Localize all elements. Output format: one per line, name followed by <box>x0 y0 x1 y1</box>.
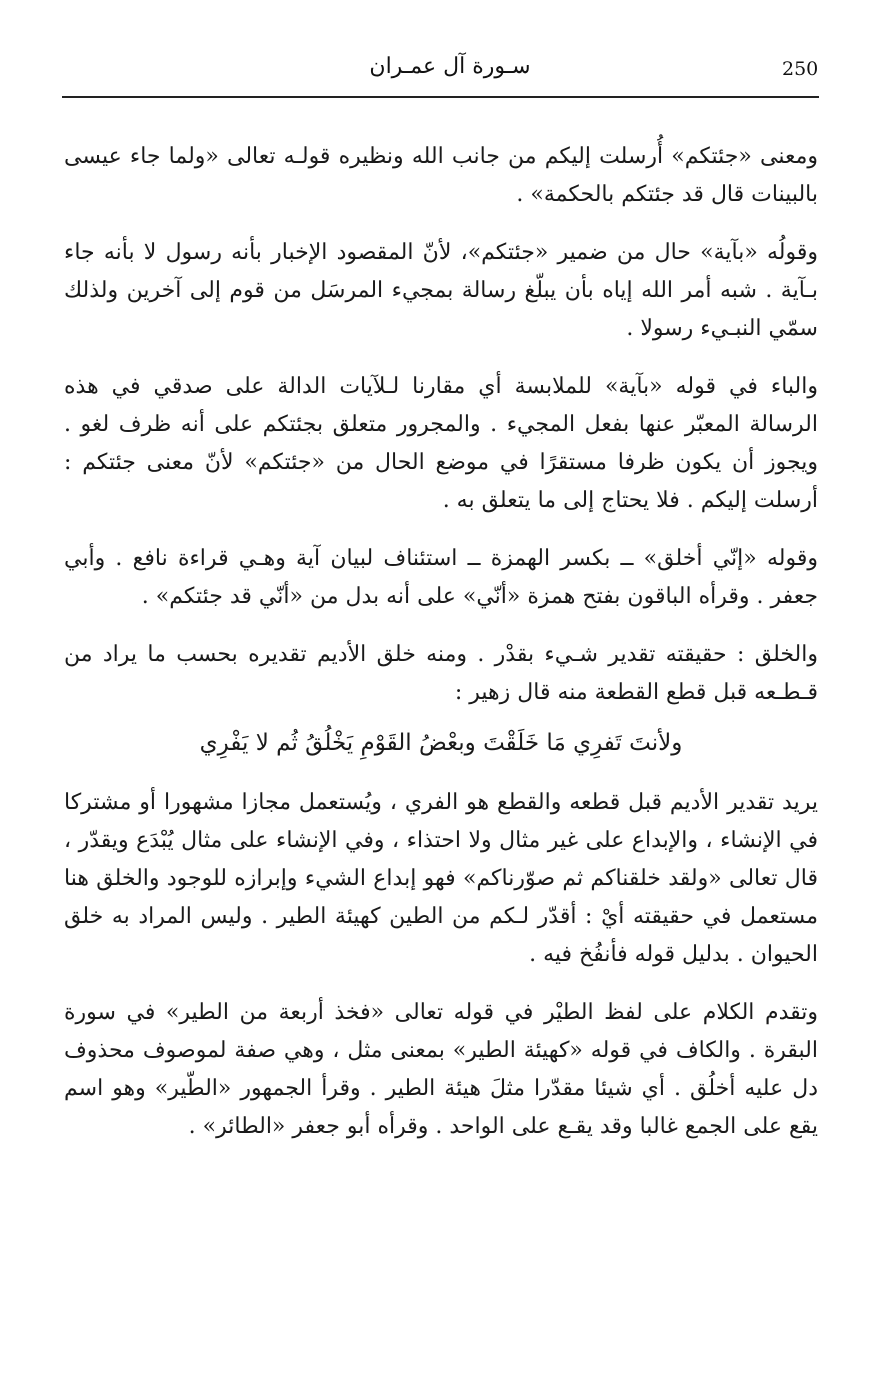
page-number: 250 <box>782 58 819 80</box>
paragraph-khalq-definition: والخلق : حقيقته تقدير شـيء بقدْر . ومنه خلق الأديم تقديره بحسب ما يراد من قـطـعه قبل قطع القطعة منه قال زهير : <box>64 642 818 705</box>
paragraph-tayr: وتقدم الكلام على لفظ الطيْر في قوله تعالى «فخذ أربعة من الطير» في سورة البقرة . والكاف في قوله «كهيئة الطير» بمعنى مثل ، وهي صفة لموصوف محذوف دل عليه أخلُق . أي شيئا مقدّرا مثلَ هيئة الطير . وقرأ الجمهور «الطّير» وهو اسم يقع على الجمع غالبا وقد يقـع على الواحد . وقرأه أبو جعفر «الطائر» . <box>64 1000 818 1139</box>
header-rule <box>62 96 819 98</box>
body-text <box>64 138 818 1166</box>
paragraph-bi-ayah: وقولُه «بآية» حال من ضمير «جئتكم»، لأنّ المقصود الإخبار بأنه رسول لا بأنه جاء بـآية . شبه أمر الله إياه بأن يبلّغ رسالة بمجيء المرسَل من قوم إلى آخرين ولذلك سمّي النبـيء رسولا . <box>64 240 818 341</box>
poetry-verse-zuhayr: ولأنتَ تَفرِي مَا خَلَقْتَ وبعْضُ القَوْمِ يَخْلُقُ ثُم لا يَفْرِي <box>199 730 683 756</box>
paragraph-taqdir-adim: يريد تقدير الأديم قبل قطعه والقطع هو الفري ، ويُستعمل مجازا مشهورا أو مشتركا في الإنشاء ، والإبداع على غير مثال ولا احتذاء ، وفي الإنشاء على مثال يُبْدَع ويقدّر ، قال تعالى «ولقد خلقناكم ثم صوّرناكم» فهو إبداع الشيء وإبرازه للوجود والخلق هنا مستعمل في حقيقته أيْ : أقدّر لـكم من الطين كهيئة الطير . وليس المراد به خلق الحيوان . بدليل قوله فأنفُخ فيه . <box>64 790 818 967</box>
paragraph-inni-akhluq: وقوله «إنّي أخلق» ــ بكسر الهمزة ــ استئناف لبيان آية وهـي قراءة نافع . وأبي جعفر . وقرأه الباقون بفتح همزة «أنّي» على أنه بدل من «أنّي قد جئتكم» . <box>64 546 818 609</box>
running-title: سـورة آل عمـران <box>369 54 531 79</box>
paragraph-ba-mulabasa: والباء في قوله «بآية» للملابسة أي مقارنا لـلآيات الدالة على صدقي في هذه الرسالة المعبّر عنها بفعل المجيء . والمجرور متعلق بجئتكم على أنه ظرف لغو . ويجوز أن يكون ظرفا مستقرًا في موضع الحال من «جئتكم» لأنّ معنى جئتكم : أرسلت إليكم . فلا يحتاج إلى ما يتعلق به . <box>64 374 818 513</box>
paragraph-meaning-jiitukum: ومعنى «جئتكم» أُرسلت إليكم من جانب الله ونظيره قولـه تعالى «ولما جاء عيسى بالبينات قال قد جئتكم بالحكمة» . <box>64 144 818 207</box>
